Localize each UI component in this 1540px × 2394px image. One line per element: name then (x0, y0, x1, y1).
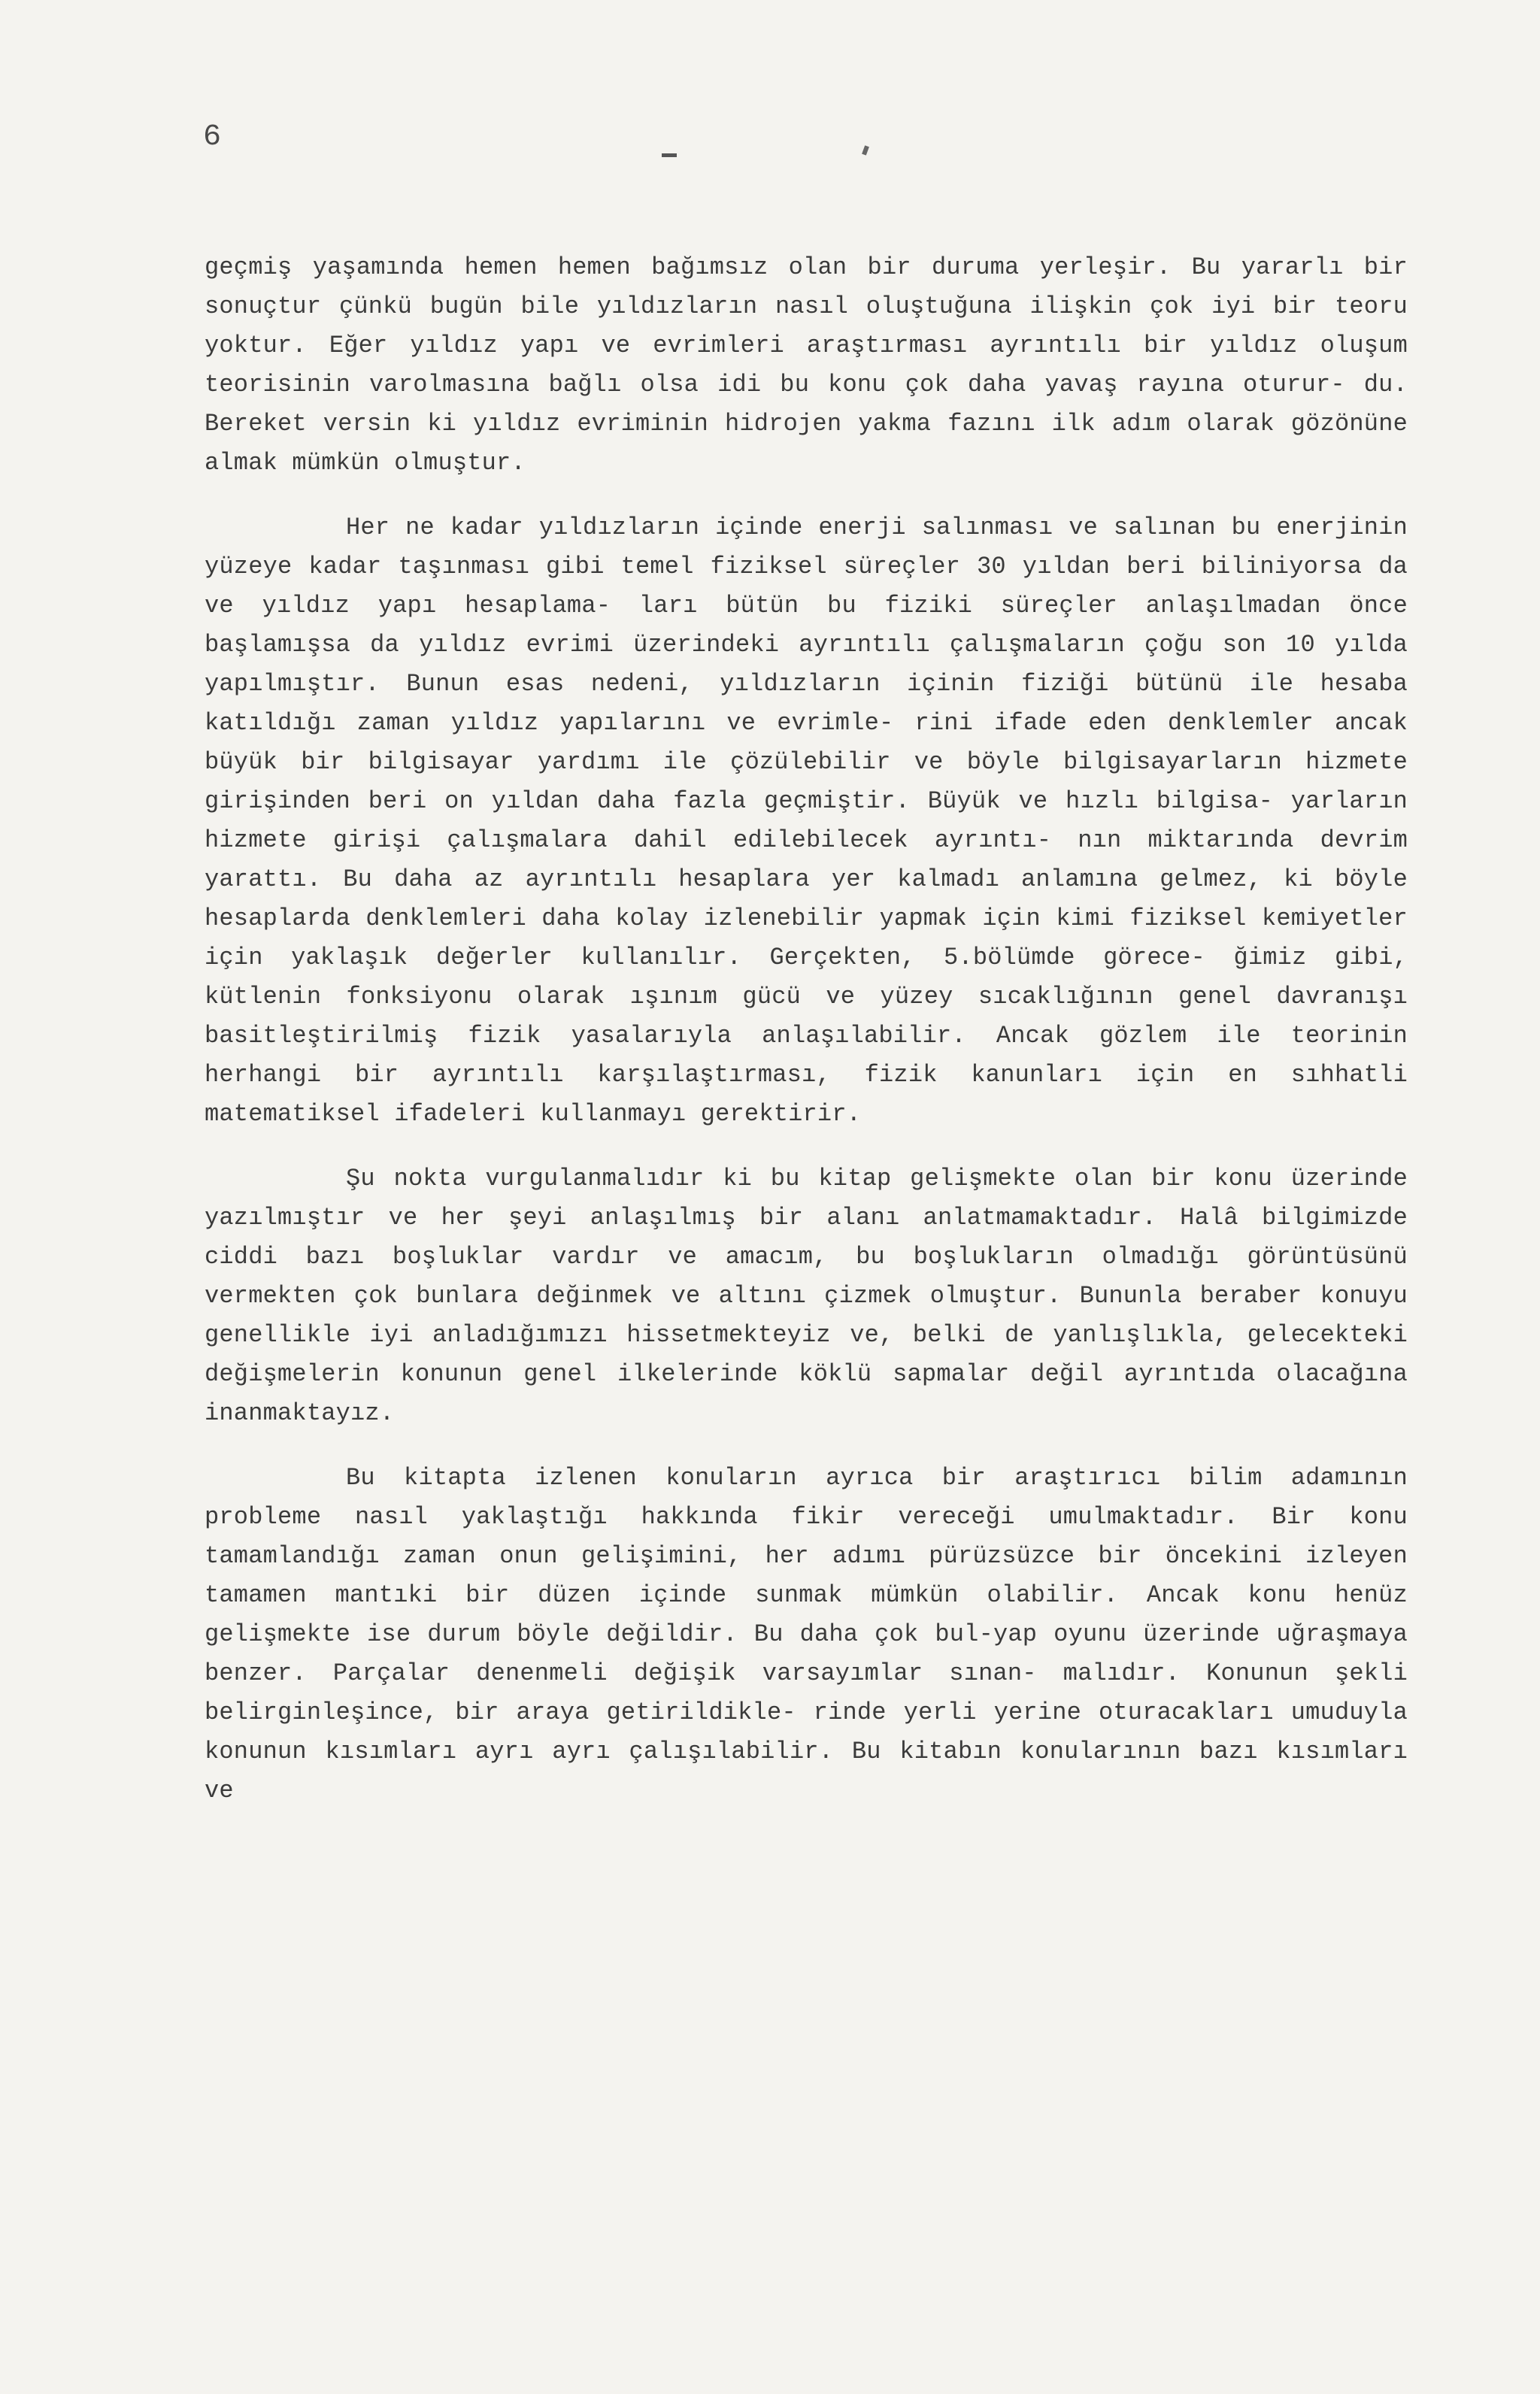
body-text (205, 248, 1408, 1836)
page-number: 6 (203, 120, 222, 154)
paragraph-1: geçmiş yaşamında hemen hemen bağımsız olan bir duruma yerleşir. Bu yararlı bir sonuçtur çünkü bugün bile yıldızların nasıl oluştuğuna ilişkin çok iyi bir teoru yoktur. Eğer yıldız yapı ve evrimleri araştırması ayrıntılı bir yıldız oluşum teorisinin varolmasına bağlı olsa idi bu konu çok daha yavaş rayına oturur- du. Bereket versin ki yıldız evriminin hidrojen yakma fazını ilk adım olarak gözönüne almak mümkün olmuştur. (205, 253, 1408, 477)
scan-mark-tick (862, 145, 869, 155)
paragraph-4: Bu kitapta izlenen konuların ayrıca bir araştırıcı bilim adamının probleme nasıl yaklaştığı hakkında fikir vereceği umulmaktadır. Bir konu tamamlandığı zaman onun gelişimini, her adımı pürüzsüzce bir öncekini izleyen tamamen mantıki bir düzen içinde sunmak mümkün olabilir. Ancak konu henüz gelişmekte ise durum böyle değildir. Bu daha çok bul-yap oyunu üzerinde uğraşmaya benzer. Parçalar denenmeli değişik varsayımlar sınan- malıdır. Konunun şekli belirginleşince, bir araya getirildikle- rinde yerli yerine oturacakları umuduyla konunun kısımları ayrı ayrı çalışılabilir. Bu kitabın konularının bazı kısımları ve (205, 1464, 1408, 1805)
scan-mark-dash (662, 153, 677, 157)
paragraph-3: Şu nokta vurgulanmalıdır ki bu kitap gelişmekte olan bir konu üzerinde yazılmıştır ve her şeyi anlaşılmış bir alanı anlatmamaktadır. Halâ bilgimizde ciddi bazı boşluklar vardır ve amacım, bu boşlukların olmadığı görüntüsünü vermekten çok bunlara değinmek ve altını çizmek olmuştur. Bununla beraber konuyu genellikle iyi anladığımızı hissetmekteyiz ve, belki de yanlışlıkla, gelecekteki değişmelerin konunun genel ilkelerinde köklü sapmalar değil ayrıntıda olacağına inanmaktayız. (205, 1165, 1408, 1427)
paragraph-2: Her ne kadar yıldızların içinde enerji salınması ve salınan bu enerjinin yüzeye kadar taşınması gibi temel fiziksel süreçler 30 yıldan beri biliniyorsa da ve yıldız yapı hesaplama- ları bütün bu fiziki süreçler anlaşılmadan önce başlamışsa da yıldız evrimi üzerindeki ayrıntılı çalışmaların çoğu son 10 yılda yapılmıştır. Bunun esas nedeni, yıldızların içinin fiziği bütünü ile hesaba katıldığı zaman yıldız yapılarını ve evrimle- rini ifade eden denklemler ancak büyük bir bilgisayar yardımı ile çözülebilir ve böyle bilgisayarların hizmete girişinden beri on yıldan daha fazla geçmiştir. Büyük ve hızlı bilgisa- yarların hizmete girişi çalışmalara dahil edilebilecek ayrıntı- nın miktarında devrim yarattı. Bu daha az ayrıntılı hesaplara yer kalmadı anlamına gelmez, ki böyle hesaplarda denklemleri daha kolay izlenebilir yapmak için kimi fiziksel kemiyetler için yaklaşık değerler kullanılır. Gerçekten, 5.bölümde görece- ğimiz gibi, kütlenin fonksiyonu olarak ışınım gücü ve yüzey sıcaklığının genel davranışı basitleştirilmiş fizik yasalarıyla anlaşılabilir. Ancak gözlem ile teorinin herhangi bir ayrıntılı karşılaştırması, fizik kanunları için en sıhhatli matematiksel ifadeleri kullanmayı gerektirir. (205, 514, 1408, 1128)
scan-marks (647, 135, 887, 165)
